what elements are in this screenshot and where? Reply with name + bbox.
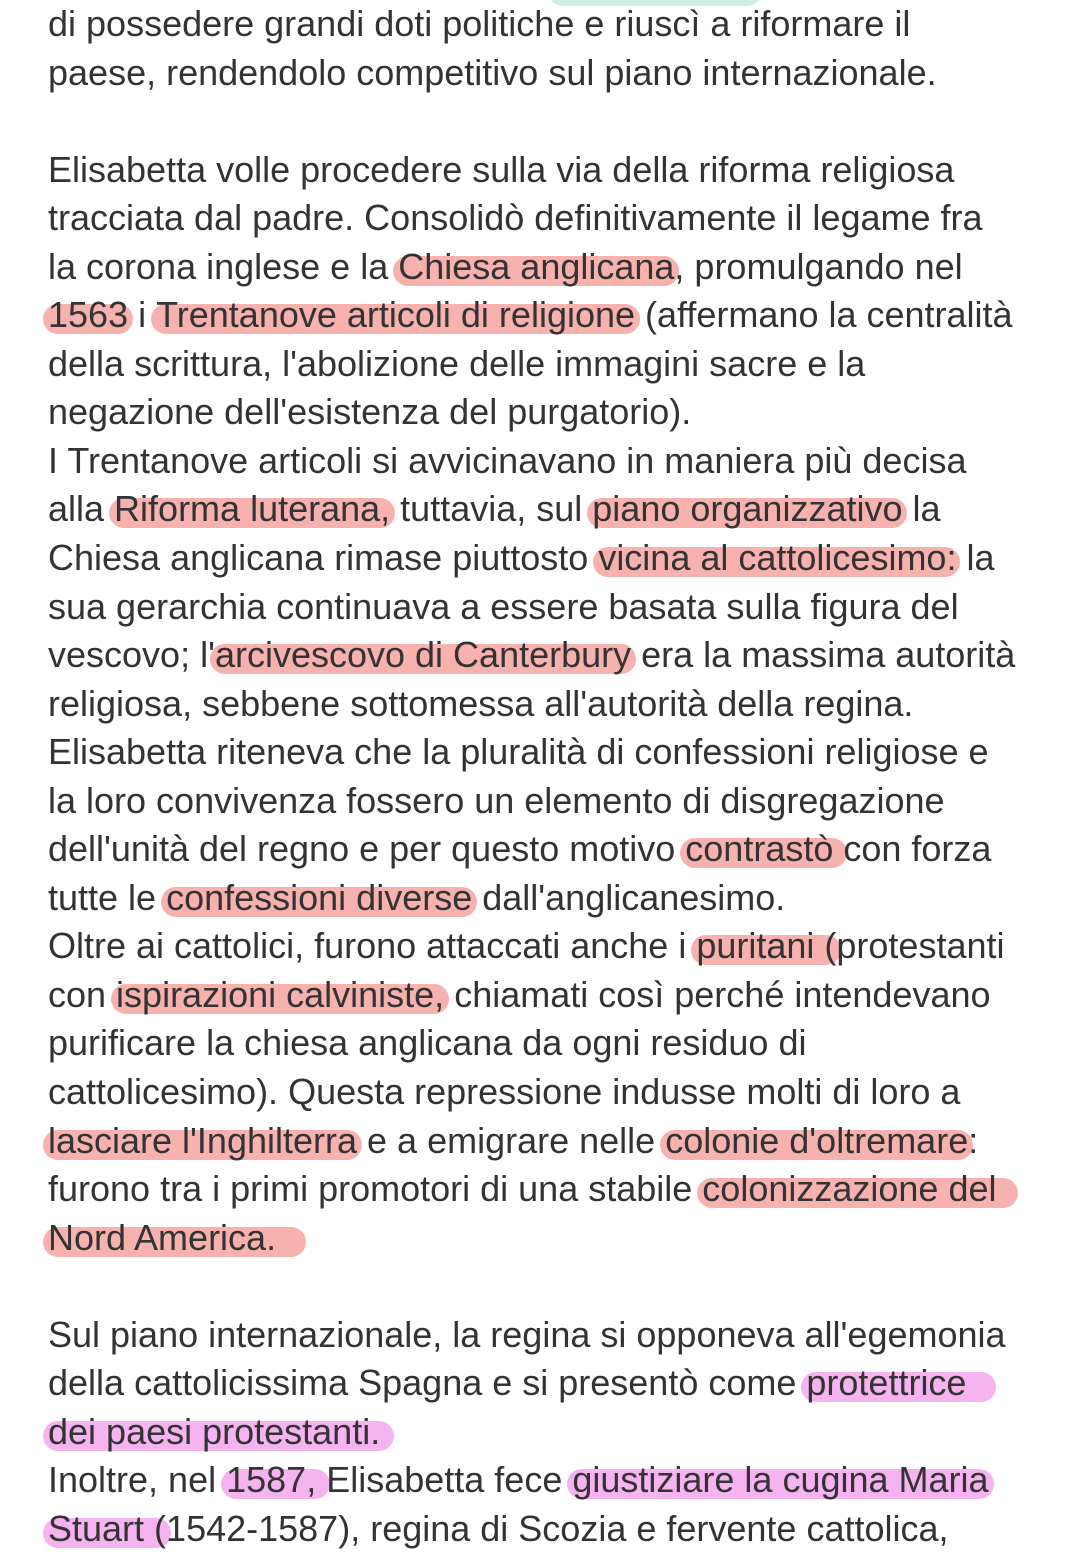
text-line xyxy=(48,49,1080,98)
text-run: la xyxy=(902,488,941,530)
text-run: Elisabetta volle procedere sulla via della riforma religiosa xyxy=(48,148,955,190)
text-run: di possedere grandi doti politiche e riuscì a riformare il xyxy=(48,3,911,44)
highlight-arcivescovo-di-canterbury: arcivescovo di Canterbury xyxy=(214,634,632,676)
text-run: della scrittura, l'abolizione delle immagini sacre e la xyxy=(48,342,866,384)
text-line xyxy=(48,1019,1080,1068)
text-run: 1542-1587), regina di Scozia e fervente cattolica, xyxy=(166,1507,949,1549)
highlight-riforma-luterana: Riforma luterana, xyxy=(114,488,391,530)
text-line xyxy=(48,728,1080,777)
text-run: con xyxy=(48,973,117,1015)
text-run: dell'unità del regno e per questo motivo xyxy=(48,828,686,870)
text-line xyxy=(48,194,1080,243)
text-run: negazione dell'esistenza del purgatorio). xyxy=(48,391,692,433)
text-run: I Trentanove articoli si avvicinavano in maniera più decisa xyxy=(48,439,967,481)
highlight-colonizzazione: colonizzazione del xyxy=(702,1168,997,1210)
text-line xyxy=(48,680,1080,729)
highlight-nord-america: Nord America. xyxy=(48,1216,277,1258)
text-line xyxy=(48,1408,1080,1457)
text-run: tracciata dal padre. Consolidò definitivamente il legame fra xyxy=(48,197,983,239)
text-run: vescovo; l' xyxy=(48,634,215,676)
text-run: dall'anglicanesimo. xyxy=(472,876,786,918)
highlight-1563: 1563 xyxy=(48,294,129,336)
text-line xyxy=(48,243,1080,292)
text-run: la corona inglese e la xyxy=(48,245,399,287)
text-run: , promulgando nel xyxy=(674,245,963,287)
text-run: Inoltre, nel xyxy=(48,1459,227,1501)
paragraph-gap xyxy=(48,97,1080,146)
highlight-colonie-oltremare: colonie d'oltremare xyxy=(665,1119,969,1161)
text-run: (affermano la centralità xyxy=(635,294,1013,336)
highlight-vicina-al-cattolicesimo: vicina al cattolicesimo xyxy=(598,537,947,579)
text-line xyxy=(48,534,1080,583)
text-line xyxy=(48,1359,1080,1408)
text-line xyxy=(48,340,1080,389)
highlight-lasciare-inghilterra: lasciare l'Inghilterra xyxy=(48,1119,358,1161)
text-line xyxy=(48,1117,1080,1166)
highlight-giustiziare-maria: giustiziare la cugina Maria xyxy=(572,1459,989,1501)
text-run: alla xyxy=(48,488,115,530)
text-line xyxy=(48,485,1080,534)
highlight-piano-organizzativo: piano organizzativo xyxy=(592,488,903,530)
text-line xyxy=(48,825,1080,874)
highlight-1587: 1587, xyxy=(226,1459,317,1501)
text-run: chiamati così perché intendevano xyxy=(444,973,991,1015)
text-run: religiosa, sebbene sottomessa all'autorità della regina. xyxy=(48,682,914,724)
text-run: : xyxy=(968,1119,979,1161)
text-line xyxy=(48,777,1080,826)
text-run: tuttavia, sul xyxy=(390,488,593,530)
text-run: la loro convivenza fossero un elemento di disgregazione xyxy=(48,779,945,821)
text-run: Elisabetta riteneva che la pluralità di confessioni religiose e xyxy=(48,731,989,773)
text-line xyxy=(48,874,1080,923)
text-line xyxy=(48,583,1080,632)
text-run: furono tra i primi promotori di una stabile xyxy=(48,1168,703,1210)
text-line xyxy=(48,971,1080,1020)
text-run: tutte le xyxy=(48,876,167,918)
text-run: della cattolicissima Spagna e si presentò come xyxy=(48,1362,807,1404)
text-line xyxy=(48,1311,1080,1360)
text-line xyxy=(48,0,1080,49)
highlight-chiesa-anglicana: Chiesa anglicana xyxy=(398,245,675,287)
text-line xyxy=(48,631,1080,680)
highlight-confessioni-diverse: confessioni diverse xyxy=(166,876,473,918)
text-line xyxy=(48,437,1080,486)
text-run: i xyxy=(128,294,157,336)
highlight-puritani: puritani ( xyxy=(696,925,837,967)
text-line xyxy=(48,1505,1080,1554)
text-line xyxy=(48,1456,1080,1505)
highlight-contrasto: contrastò xyxy=(685,828,834,870)
text-run: Sul piano internazionale, la regina si opponeva all'egemonia xyxy=(48,1313,1006,1355)
text-run: era la massima autorità xyxy=(631,634,1016,676)
text-run: Oltre ai cattolici, furono attaccati anche i xyxy=(48,925,697,967)
text-run: purificare la chiesa anglicana da ogni residuo di xyxy=(48,1022,807,1064)
text-run: con forza xyxy=(833,828,992,870)
highlight-ispirazioni-calviniste: ispirazioni calviniste, xyxy=(116,973,445,1015)
text-run: cattolicesimo). Questa repressione indusse molti di loro a xyxy=(48,1071,961,1113)
text-run: protestanti xyxy=(836,925,1005,967)
text-line xyxy=(48,1068,1080,1117)
text-line xyxy=(48,1165,1080,1214)
highlight-stuart: Stuart ( xyxy=(48,1507,167,1549)
text-run: e a emigrare nelle xyxy=(357,1119,666,1161)
highlight-paesi-protestanti: dei paesi protestanti. xyxy=(48,1410,381,1452)
text-line xyxy=(48,146,1080,195)
text-line xyxy=(48,922,1080,971)
paragraph-gap xyxy=(48,1262,1080,1311)
text-run: paese, rendendolo competitivo sul piano internazionale. xyxy=(48,51,937,93)
text-run: Chiesa anglicana rimase piuttosto xyxy=(48,537,599,579)
highlight-protettrice: protettrice xyxy=(806,1362,967,1404)
text-run: Elisabetta fece xyxy=(316,1459,573,1501)
text-line xyxy=(48,1214,1080,1263)
text-run: sua gerarchia continuava a essere basata sulla figura del xyxy=(48,585,959,627)
text-run: : la xyxy=(946,537,995,579)
highlight-trentanove-articoli: Trentanove articoli di religione xyxy=(156,294,636,336)
text-line xyxy=(48,291,1080,340)
text-line xyxy=(48,388,1080,437)
